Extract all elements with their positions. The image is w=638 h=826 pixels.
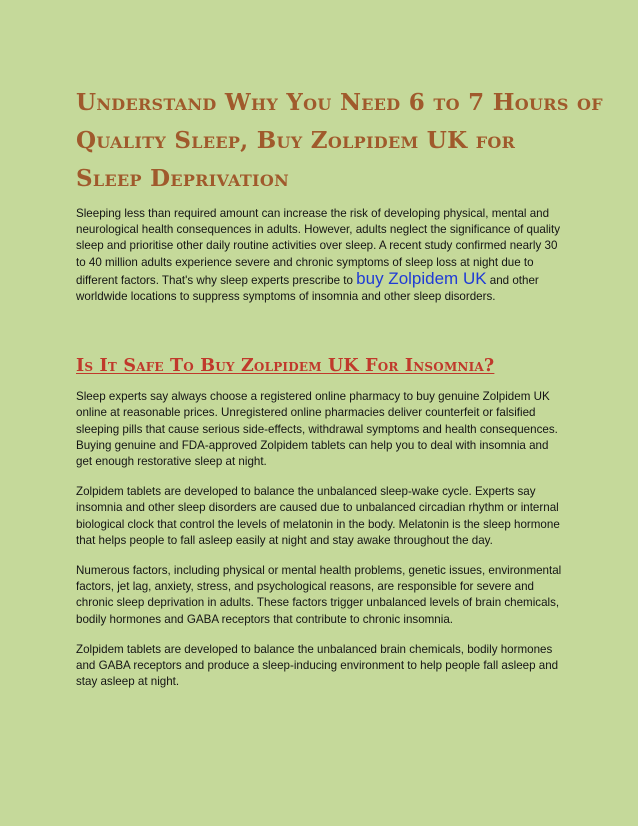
intro-text-before-link: Sleeping less than required amount can increase the risk of developing physical, mental and neurological health consequences in adults. However, adults neglect the significance of quality sleep and prioritise other daily routine activities over sleep. A recent study confirmed nearly 30 to 40 million adults experience severe and chronic symptoms of sleep loss at night due to different factors. That's why sleep experts prescribe to (76, 207, 561, 287)
title-line-2: Quality Sleep, Buy Zolpidem UK for (76, 127, 516, 154)
body-paragraph-4: Zolpidem tablets are developed to balance the unbalanced brain chemicals, bodily hormones and GABA receptors and produce a sleep-inducing environment to help people fall asleep and stay asleep at night. (76, 642, 559, 689)
intro-text-after-link: and other worldwide locations to suppress symptoms of insomnia and other sleep disorders. (76, 273, 539, 304)
body-paragraph-2: Zolpidem tablets are developed to balance the unbalanced sleep-wake cycle. Experts say insomnia and other sleep disorders are caused due to unbalanced circadian rhythm or internal biological clock that control the levels of melatonin in the body. Melatonin is the sleep hormone that helps people to fall asleep easily at night and stay awake throughout the day. (76, 485, 560, 547)
intro-paragraph (76, 206, 564, 305)
page-title (76, 84, 603, 198)
buy-zolpidem-link[interactable]: buy Zolpidem UK (356, 268, 487, 288)
body-paragraph-3: Numerous factors, including physical or mental health problems, genetic issues, environmental factors, jet lag, anxiety, stress, and psychological reasons, are responsible for severe and chronic sleep deprivation in adults. These factors trigger unbalanced levels of brain chemicals, bodily hormones and GABA receptors that contribute to chronic insomnia. (76, 564, 562, 626)
section-heading: Is It Safe To Buy Zolpidem UK For Insomnia? (76, 356, 495, 377)
title-line-3: Sleep Deprivation (76, 165, 290, 192)
body-paragraph-1: Sleep experts say always choose a registered online pharmacy to buy genuine Zolpidem UK online at reasonable prices. Unregistered online pharmacies deliver counterfeit or falsified sleeping pills that cause serious side-effects, withdrawal symptoms and health consequences. Buying genuine and FDA-approved Zolpidem tablets can help you to deal with insomnia and get enough restorative sleep at night. (76, 390, 558, 469)
document-content (76, 84, 603, 690)
title-line-1: Understand Why You Need 6 to 7 Hours of (76, 89, 603, 116)
